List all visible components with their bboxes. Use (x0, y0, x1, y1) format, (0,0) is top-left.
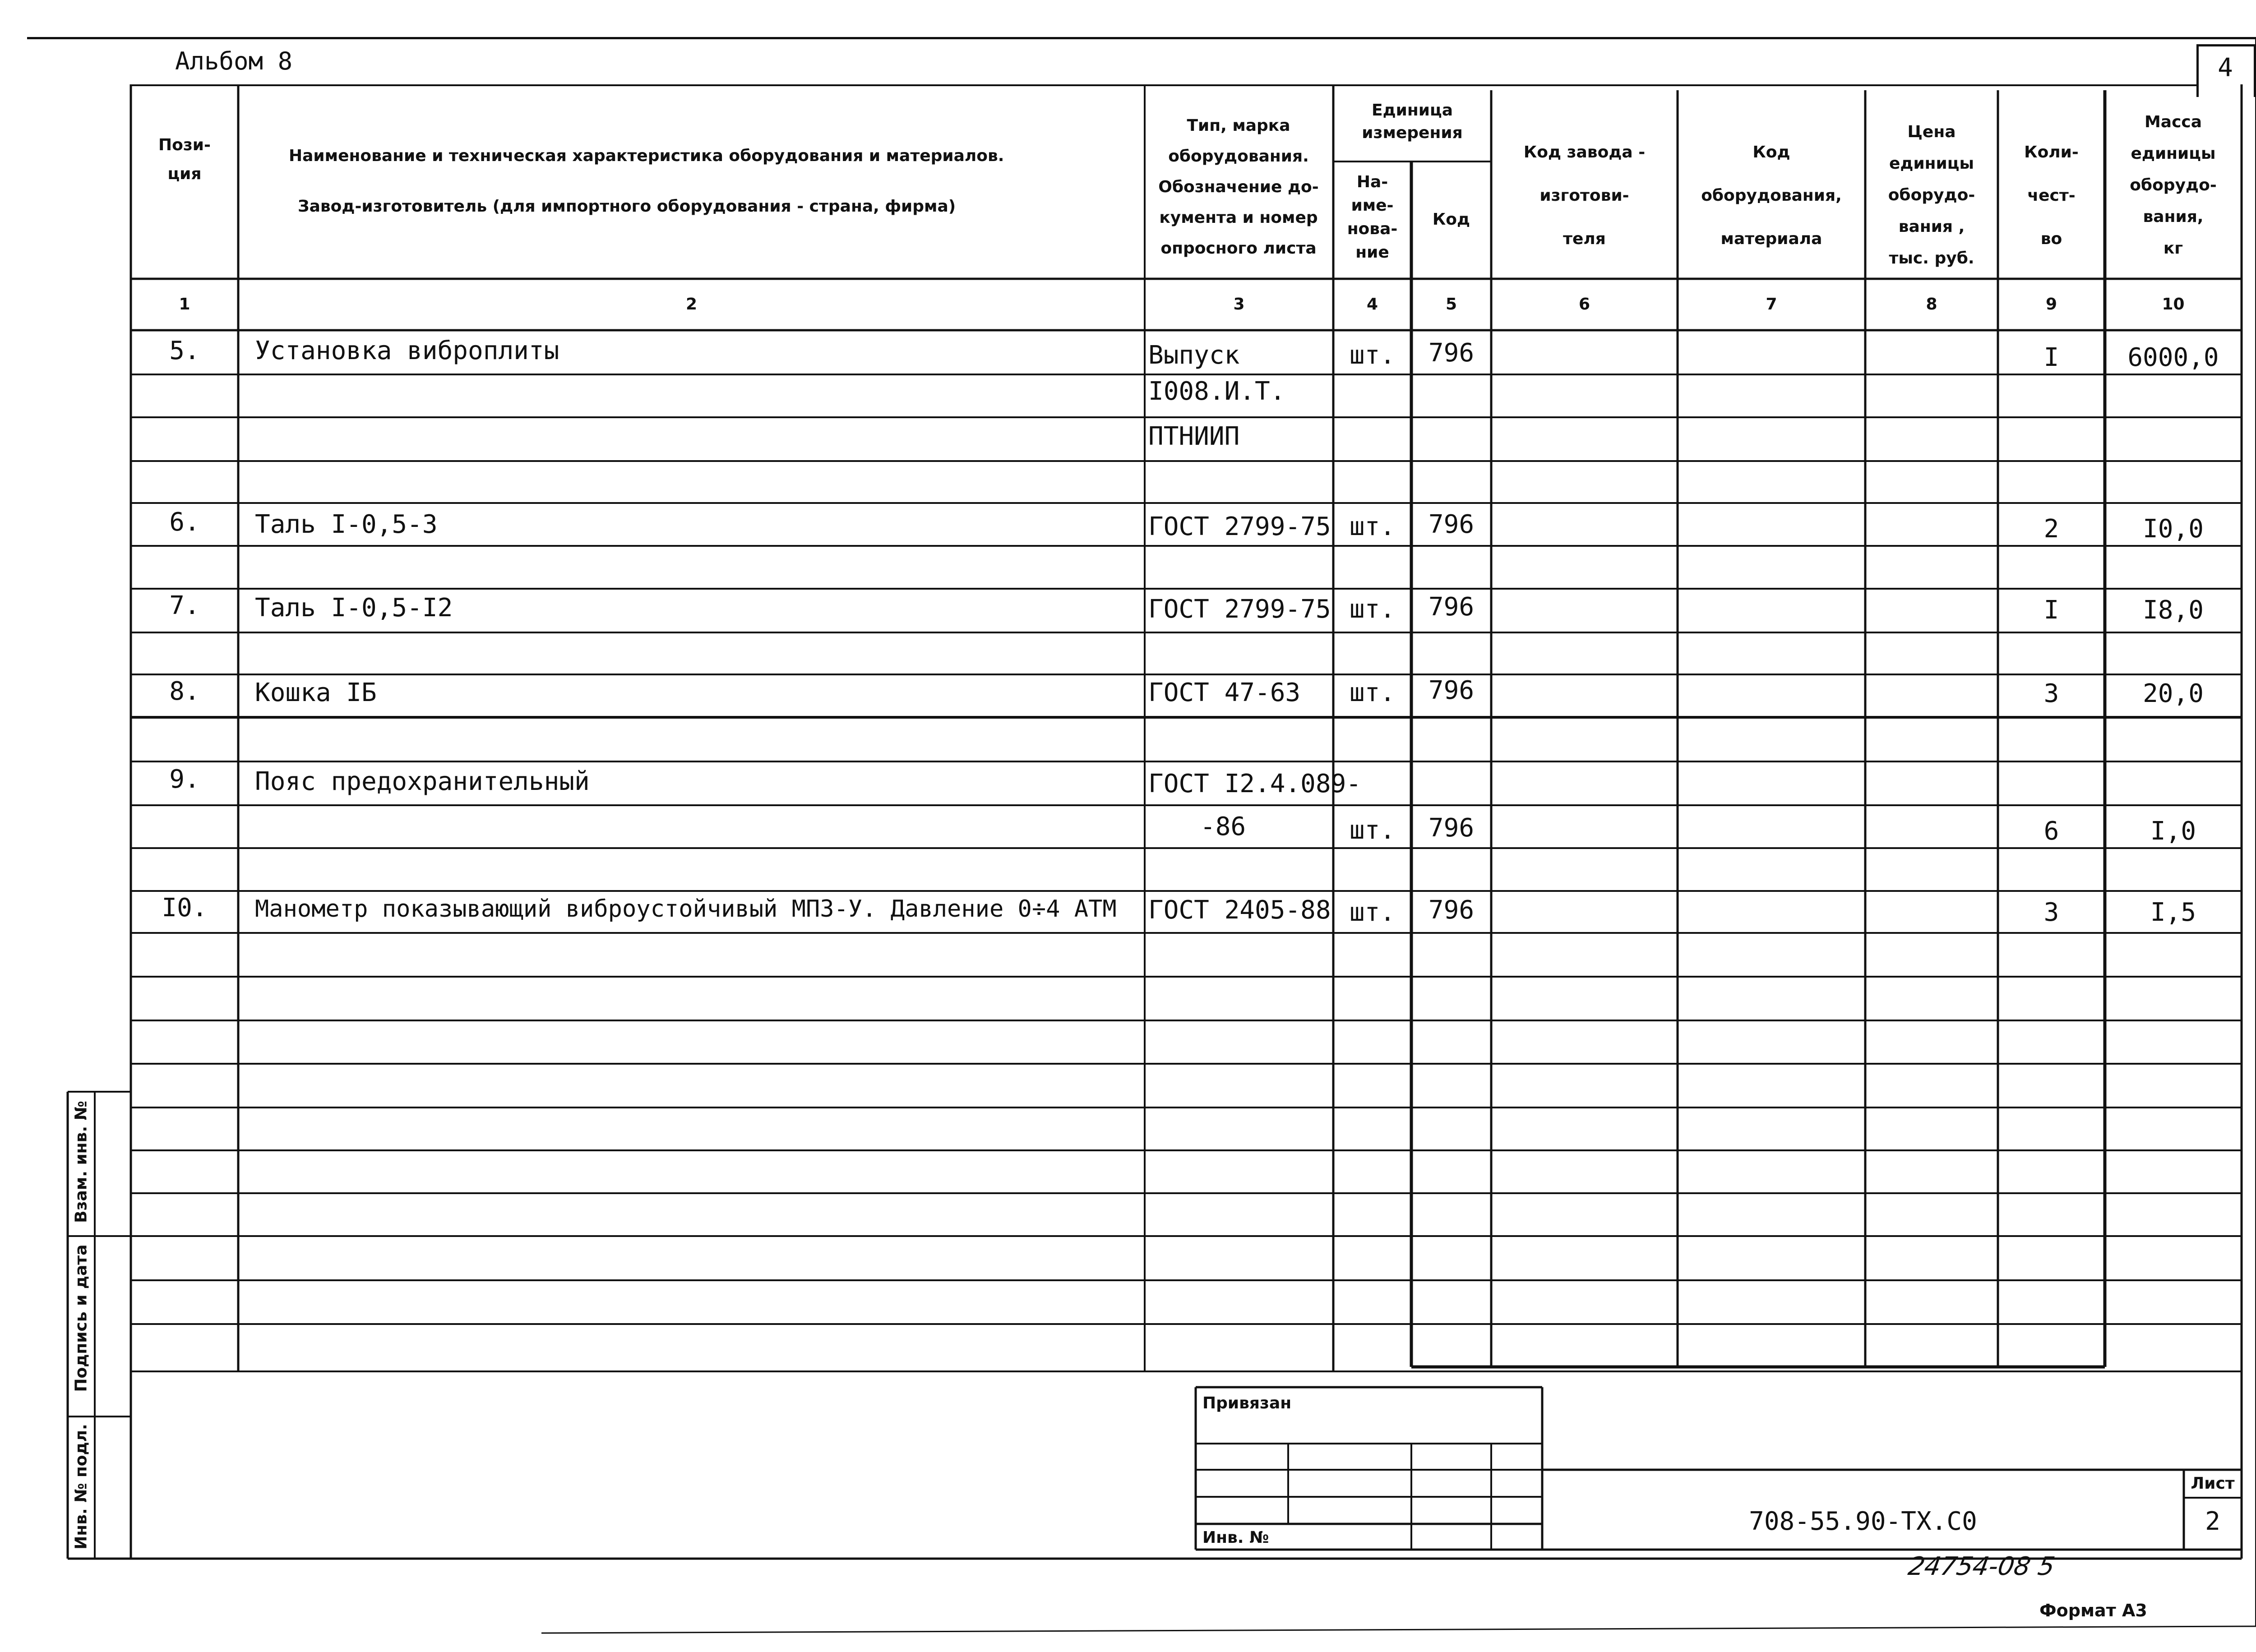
col-num-1: 1 (179, 295, 190, 314)
row-type: ГОСТ 47-63 (1148, 678, 1301, 707)
unit-group-header: Единица измерения (1362, 101, 1463, 142)
row-pos: I0. (162, 893, 208, 923)
row-code: 796 (1428, 338, 1475, 368)
sheet-label: Лист (2191, 1474, 2235, 1493)
col-3-header: Тип, марка оборудования. Обозначение до- кумента и номер опросного листа (1158, 116, 1319, 258)
row-type: ГОСТ 2799-75 (1148, 595, 1331, 624)
col-num-3: 3 (1233, 295, 1245, 314)
col-5-header: Код (1432, 210, 1470, 229)
row-unit: шт. (1349, 595, 1396, 624)
row-type: -86 (1200, 812, 1246, 841)
col-num-4: 4 (1366, 295, 1378, 314)
document-code: 708-55.90-TX.C0 (1749, 1507, 1977, 1536)
row-unit: шт. (1349, 678, 1396, 707)
row-mass: 6000,0 (2127, 343, 2219, 372)
row-qty: I (2043, 343, 2059, 372)
format-label: Формат А3 (2039, 1601, 2147, 1620)
row-name: Таль I-0,5-3 (255, 510, 438, 539)
col-1-header: Пози- ция (158, 136, 211, 183)
row-mass: I,5 (2150, 898, 2196, 927)
col-num-6: 6 (1578, 295, 1590, 314)
row-type: ГОСТ 2799-75 (1148, 512, 1331, 541)
signature-date-label: Подпись и дата (72, 1244, 91, 1392)
row-unit: шт. (1349, 898, 1396, 927)
row-name: Кошка IБ (255, 678, 377, 707)
row-pos: 6. (169, 508, 200, 537)
inv-number-label: Инв. № (1202, 1528, 1269, 1547)
handwritten-number: 24754-08 5 (1906, 1552, 2057, 1581)
col-6-header: Код завода - изготови- теля (1523, 143, 1646, 248)
row-code: 796 (1428, 592, 1475, 622)
row-type: ГОСТ I2.4.089- (1148, 769, 1362, 798)
col-4-header: На- име- нова- ние (1347, 173, 1398, 262)
col-num-7: 7 (1766, 295, 1777, 314)
row-mass: I,0 (2150, 817, 2196, 846)
row-qty: 2 (2043, 514, 2059, 544)
row-type: ПТНИИП (1148, 422, 1240, 451)
row-qty: 3 (2043, 679, 2059, 708)
row-pos: 9. (169, 765, 200, 794)
row-pos: 5. (169, 336, 200, 365)
col-num-8: 8 (1926, 295, 1937, 314)
row-type: I008.И.Т. (1148, 377, 1285, 406)
col-2-header: Наименование и техническая характеристика оборудования и материалов. Завод-изготовитель (для импортного оборудования - страна, фирма) (289, 147, 1004, 216)
bound-label: Привязан (1202, 1394, 1292, 1412)
col-8-header: Цена единицы оборудо- вания , тыс. руб. (1888, 123, 1975, 268)
row-code: 796 (1428, 676, 1475, 705)
row-qty: 3 (2043, 898, 2059, 927)
row-mass: 20,0 (2143, 679, 2204, 708)
row-qty: I (2043, 595, 2059, 625)
col-9-header: Коли- чест- во (2024, 143, 2079, 248)
col-7-header: Код оборудования, материала (1701, 143, 1842, 248)
row-name: Манометр показывающий виброустойчивый МПЗ-У. Давление 0÷4 АТМ (255, 895, 1117, 923)
page-number: 4 (2218, 53, 2233, 83)
row-mass: I8,0 (2143, 595, 2204, 625)
row-name: Пояс предохранительный (255, 767, 590, 796)
row-unit: шт. (1349, 512, 1396, 541)
row-type: ГОСТ 2405-88 (1148, 895, 1331, 925)
col-num-2: 2 (685, 295, 698, 314)
replace-inv-label: Взам. инв. № (72, 1101, 91, 1223)
row-pos: 7. (169, 591, 200, 620)
row-code: 796 (1428, 510, 1475, 539)
row-code: 796 (1428, 895, 1475, 925)
row-mass: I0,0 (2143, 514, 2204, 544)
row-type: Выпуск (1148, 341, 1240, 370)
col-10-header: Масса единицы оборудо- вания, кг (2130, 113, 2217, 258)
row-name: Установка виброплиты (255, 336, 559, 365)
row-name: Таль I-0,5-I2 (255, 593, 453, 623)
row-unit: шт. (1349, 816, 1396, 845)
col-num-9: 9 (2045, 295, 2057, 314)
col-num-5: 5 (1445, 295, 1457, 314)
row-unit: шт. (1349, 341, 1396, 370)
album-label: Альбом 8 (175, 47, 293, 75)
original-inv-label: Инв. № подл. (72, 1424, 91, 1550)
row-pos: 8. (169, 677, 200, 706)
sheet-number: 2 (2205, 1507, 2220, 1536)
col-num-10: 10 (2162, 295, 2185, 314)
row-qty: 6 (2043, 817, 2059, 846)
row-code: 796 (1428, 813, 1475, 843)
